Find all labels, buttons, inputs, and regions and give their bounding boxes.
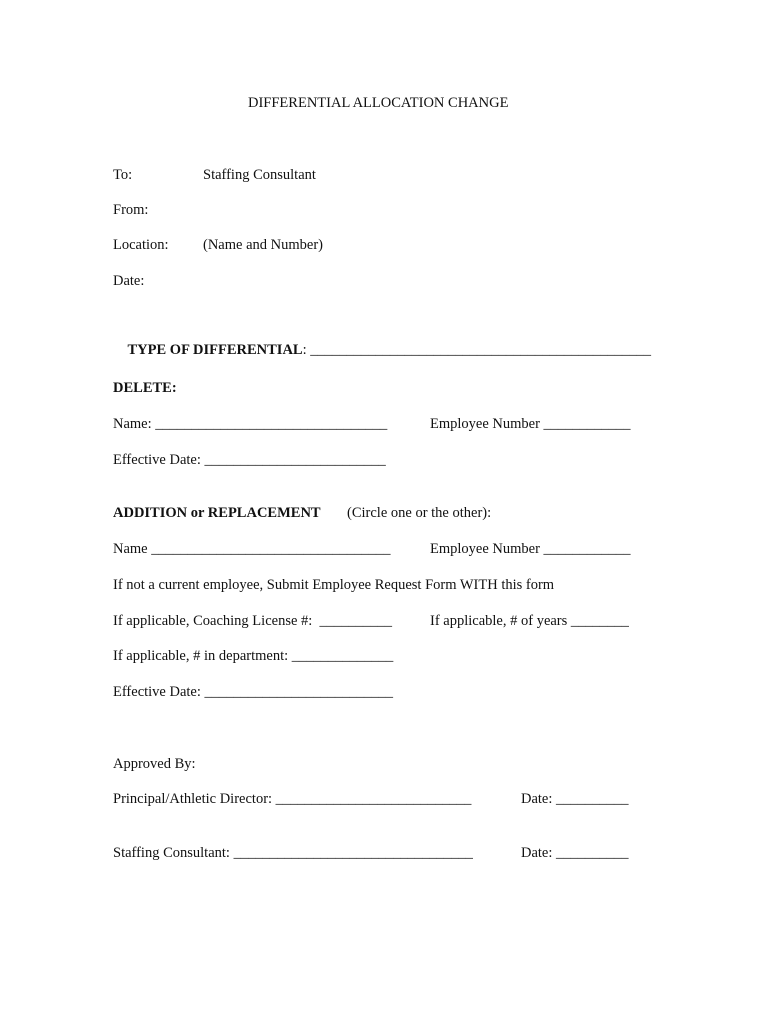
addition-name-field: Name _________________________________ bbox=[113, 541, 391, 557]
staffing-consultant-signature-field: Staffing Consultant: _________________________________ bbox=[113, 845, 473, 861]
delete-heading: DELETE: bbox=[113, 380, 177, 396]
delete-employee-number-field: Employee Number ____________ bbox=[430, 416, 631, 432]
location-value: (Name and Number) bbox=[203, 237, 323, 253]
date-label: Date: bbox=[113, 273, 145, 289]
approved-by-heading: Approved By: bbox=[113, 756, 196, 772]
principal-signature-field: Principal/Athletic Director: ___________________________ bbox=[113, 791, 472, 807]
principal-date-field: Date: __________ bbox=[521, 791, 629, 807]
submit-request-note: If not a current employee, Submit Employee Request Form WITH this form bbox=[113, 577, 555, 593]
addition-heading: ADDITION or REPLACEMENT bbox=[113, 505, 321, 521]
department-field: If applicable, # in department: ______________ bbox=[113, 648, 394, 664]
addition-circle-note: (Circle one or the other): bbox=[347, 505, 492, 521]
to-label: To: bbox=[113, 167, 133, 183]
to-value: Staffing Consultant bbox=[203, 167, 316, 183]
form-title: DIFFERENTIAL ALLOCATION CHANGE bbox=[248, 95, 509, 111]
type-of-differential-field: : _______________________________________________ bbox=[302, 341, 651, 358]
coaching-license-field: If applicable, Coaching License #: __________ bbox=[113, 613, 393, 629]
from-label: From: bbox=[113, 202, 149, 218]
type-of-differential-label: TYPE OF DIFFERENTIAL bbox=[127, 341, 303, 358]
delete-name-field: Name: ________________________________ bbox=[113, 416, 388, 432]
years-field: If applicable, # of years ________ bbox=[430, 613, 629, 629]
type-of-differential-line bbox=[113, 328, 651, 372]
location-label: Location: bbox=[113, 237, 169, 253]
staffing-consultant-date-field: Date: __________ bbox=[521, 845, 629, 861]
addition-employee-number-field: Employee Number ____________ bbox=[430, 541, 631, 557]
addition-effective-date-field: Effective Date: __________________________ bbox=[113, 684, 394, 700]
delete-effective-date-field: Effective Date: _________________________ bbox=[113, 452, 386, 468]
